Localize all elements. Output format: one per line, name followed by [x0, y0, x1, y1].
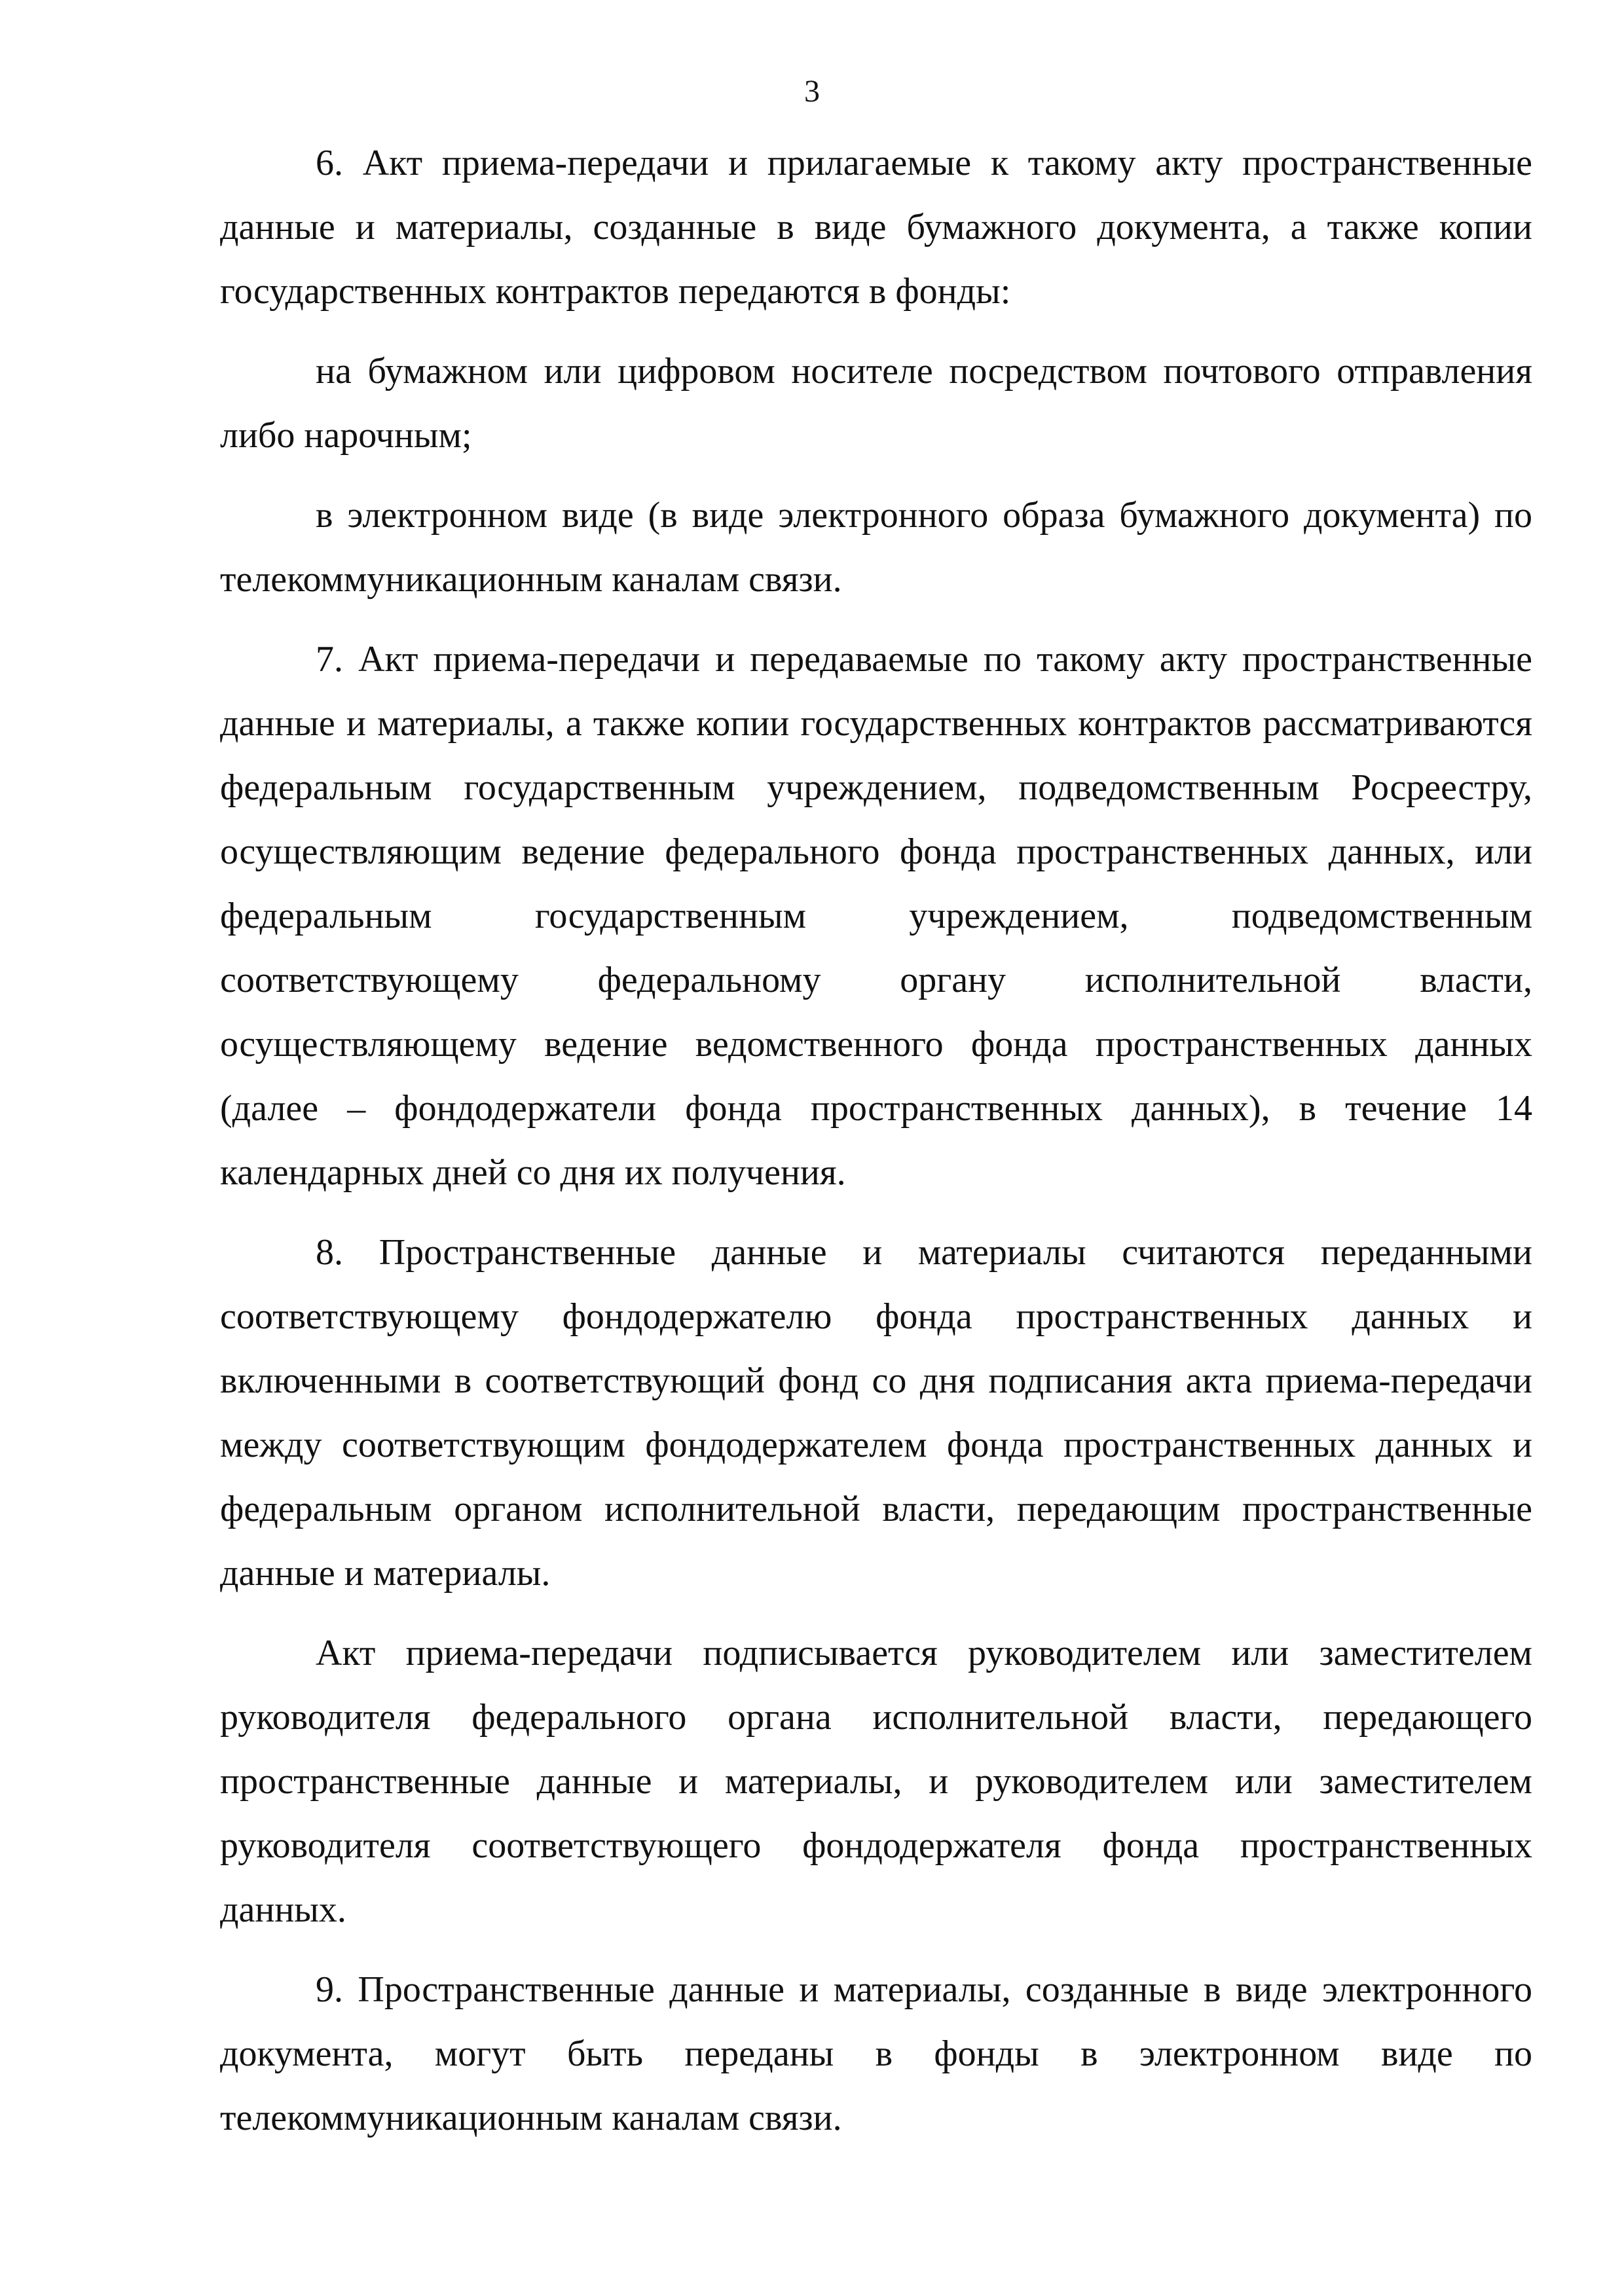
- paragraph-8-signing: Акт приема-передачи подписывается руководителем или заместителем руководителя федерального органа исполнительной власти, передающего пространственные данные и материалы, и руководителем или заместителем руководителя соответствующего фондодержателя фонда пространственных данных.: [220, 1633, 1532, 1930]
- paragraph-6: 6. Акт приема-передачи и прилагаемые к такому акту пространственные данные и материалы, созданные в виде бумажного документа, а также копии государственных контрактов передаются в фонды:: [220, 143, 1532, 312]
- page-number: 3: [804, 74, 820, 109]
- paragraph-9: 9. Пространственные данные и материалы, созданные в виде электронного документа, могут быть переданы в фонды в электронном виде по телекоммуникационным каналам связи.: [220, 1969, 1532, 2138]
- paragraph-6-item-paper: на бумажном или цифровом носителе посредством почтового отправления либо нарочным;: [220, 351, 1532, 456]
- paragraph-7: 7. Акт приема-передачи и передаваемые по такому акту пространственные данные и материалы, а также копии государственных контрактов рассматриваются федеральным государственным учреждением, подведомственным Росреестру, осуществляющим ведение федерального фонда пространственных данных, или федеральным государственным учреждением, подведомственным соответствующему федеральному органу исполнительной власти, осуществляющему ведение ведомственного фонда пространственных данных (далее – фондодержатели фонда пространственных данных), в течение 14 календарных дней со дня их получения.: [220, 639, 1532, 1193]
- document-body: [220, 131, 1532, 2166]
- paragraph-6-item-electronic: в электронном виде (в виде электронного образа бумажного документа) по телекоммуникационным каналам связи.: [220, 495, 1532, 600]
- paragraph-8: 8. Пространственные данные и материалы считаются переданными соответствующему фондодержателю фонда пространственных данных и включенными в соответствующий фонд со дня подписания акта приема-передачи между соответствующим фондодержателем фонда пространственных данных и федеральным органом исполнительной власти, передающим пространственные данные и материалы.: [220, 1232, 1532, 1594]
